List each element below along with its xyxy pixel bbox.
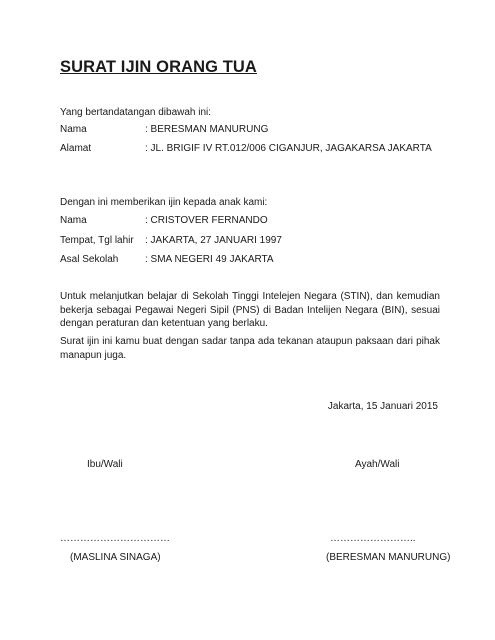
child-name-label: Nama — [60, 215, 87, 226]
purpose-paragraph: Untuk melanjutkan belajar di Sekolah Tinggi Intelejen Negara (STIN), dan kemudian bekerja sebagai Pegawai Negeri Sipil (PNS) di Badan Intelijen Negara (BIN), sesuai dengan peraturan dan ketentuan yang berlaku. — [60, 291, 440, 329]
signer-address-label: Alamat — [60, 143, 92, 154]
permission-intro: Dengan ini memberikan ijin kepada anak kami: — [60, 197, 268, 208]
signer-address-value: : JL. BRIGIF IV RT.012/006 CIGANJUR, JAGAKARSA JAKARTA — [145, 143, 432, 154]
statement-paragraph: Surat ijin ini kamu buat dengan sadar tanpa ada tekanan ataupun paksaan dari pihak manapun juga. — [60, 336, 440, 361]
right-signature-name: (BERESMAN MANURUNG) — [326, 552, 451, 563]
left-signature-name: (MASLINA SINAGA) — [70, 552, 161, 563]
child-school-value: : SMA NEGERI 49 JAKARTA — [145, 254, 274, 265]
child-school-label: Asal Sekolah — [60, 254, 119, 265]
signer-name-label: Nama — [60, 124, 87, 135]
signer-name-value: : BERESMAN MANURUNG — [145, 124, 269, 135]
right-signature-role: Ayah/Wali — [355, 459, 400, 470]
child-name-value: : CRISTOVER FERNANDO — [145, 215, 268, 226]
right-signature-line: …………………….. — [330, 533, 416, 544]
child-birth-value: : JAKARTA, 27 JANUARI 1997 — [145, 235, 282, 246]
left-signature-line: …………………………… — [60, 533, 170, 544]
letter-title: SURAT IJIN ORANG TUA — [60, 58, 257, 76]
place-date: Jakarta, 15 Januari 2015 — [327, 401, 438, 412]
child-birth-label: Tempat, Tgl lahir — [60, 235, 134, 246]
intro-text: Yang bertandatangan dibawah ini: — [60, 107, 212, 118]
left-signature-role: Ibu/Wali — [87, 459, 123, 470]
